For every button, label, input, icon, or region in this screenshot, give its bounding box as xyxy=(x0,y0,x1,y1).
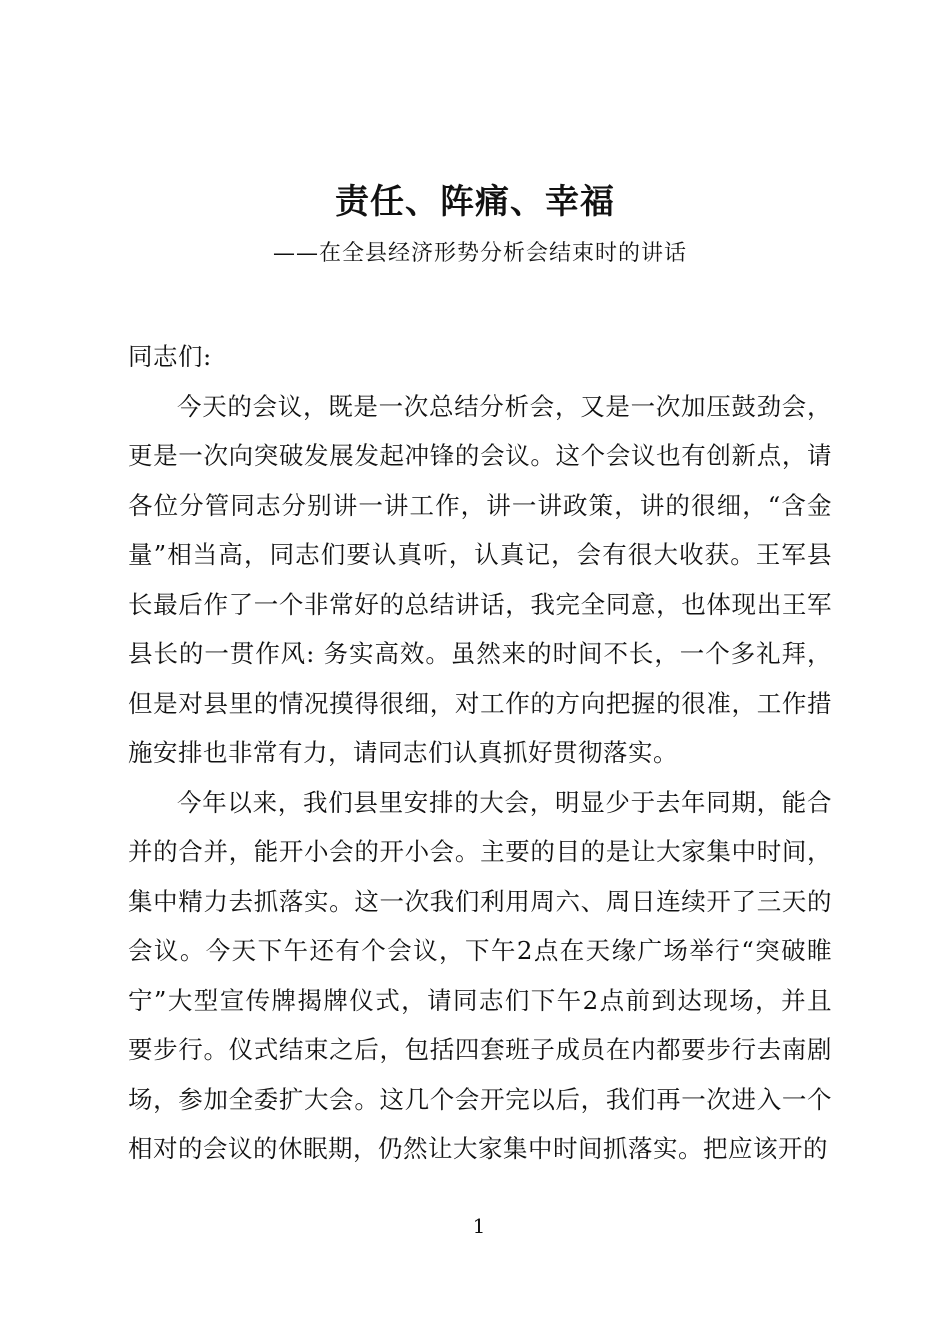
page-number: 1 xyxy=(472,1214,486,1238)
document-body xyxy=(128,332,832,1174)
document-title: 责任、阵痛、幸福 xyxy=(335,182,615,222)
salutation: 同志们: xyxy=(128,342,212,371)
document-subtitle: ——在全县经济形势分析会结束时的讲话 xyxy=(272,241,687,266)
paragraph: 今年以来，我们县里安排的大会，明显少于去年同期，能合并的合并，能开小会的开小会。主要的目的是让大家集中时间，集中精力去抓落实。这一次我们利用周六、周日连续开了三天的会议。今天下午还有个会议，下午2点在天缘广场举行“突破睢宁”大型宣传牌揭牌仪式，请同志们下午2点前到达现场，并且要步行。仪式结束之后，包括四套班子成员在内都要步行去南剧场，参加全委扩大会。这几个会开完以后，我们再一次进入一个相对的会议的休眠期，仍然让大家集中时间抓落实。把应该开的 xyxy=(128,787,832,1163)
paragraph: 今天的会议，既是一次总结分析会，又是一次加压鼓劲会，更是一次向突破发展发起冲锋的会议。这个会议也有创新点，请各位分管同志分别讲一讲工作，讲一讲政策，讲的很细，“含金量”相当高，同志们要认真听，认真记，会有很大收获。王军县长最后作了一个非常好的总结讲话，我完全同意，也体现出王军县长的一贯作风: 务实高效。虽然来的时间不长，一个多礼拜，但是对县里的情况摸得很细，对工作的方向把握的很准，工作措施安排也非常有力，请同志们认真抓好贯彻落实。 xyxy=(128,391,832,767)
